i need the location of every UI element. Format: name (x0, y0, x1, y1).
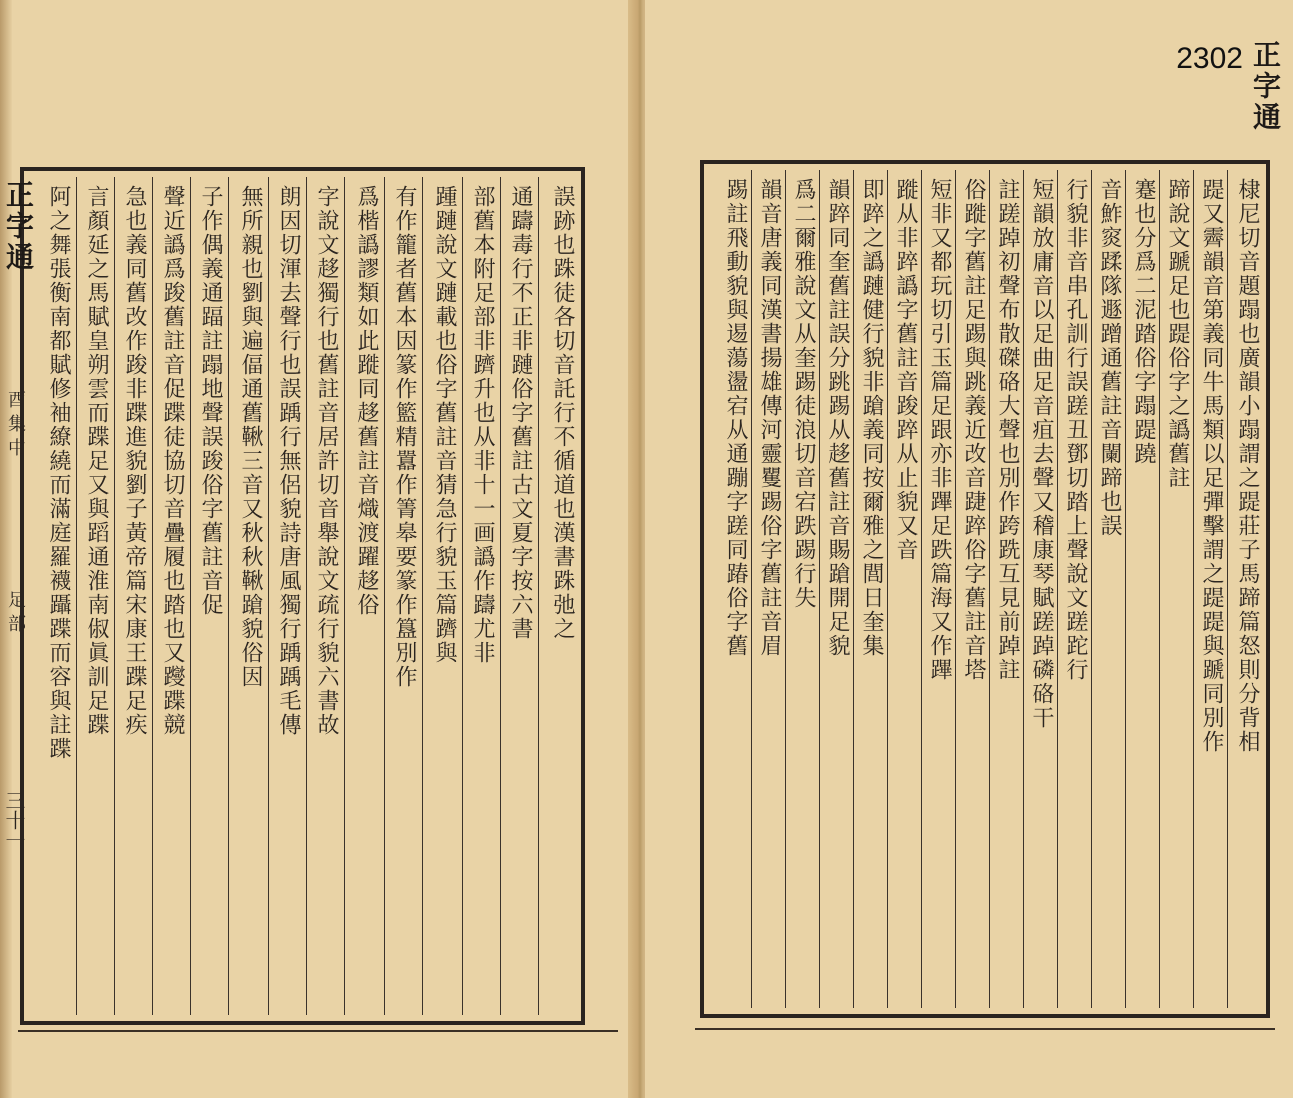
right-page (645, 0, 1293, 1098)
text-column: 爲楷譌謬類如此蹝同趍舊註音熾渡躍趍俗 (354, 185, 379, 617)
text-column: 蹝从非踤譌字舊註音踆踤从止貌又音 (893, 178, 918, 562)
text-column: 韻音唐義同漢書揚雄傳河靈矍踢俗字舊註音眉 (757, 178, 782, 658)
column-rule (500, 177, 501, 1015)
column-rule (1057, 170, 1058, 1008)
text-column: 踶又霽韻音第義同牛馬類以足彈擊謂之踶踶與蹏同別作 (1199, 178, 1224, 754)
text-column: 聲近譌爲踆舊註音促蹀徒協切音疊履也踏也又躞蹀競 (160, 185, 185, 737)
column-rule (228, 177, 229, 1015)
text-column: 即踤之譌蹥健行貌非蹌義同按爾雅之閭日奎集 (859, 178, 884, 658)
right-margin-title: 正字通 (1249, 40, 1282, 133)
text-column: 短韻放庸音以足曲足音疽去聲又稽康琴賦蹉踔磷硌干 (1029, 178, 1054, 730)
text-column: 蹇也分爲二泥踏俗字蹋踶蹺 (1131, 178, 1156, 466)
right-text-frame (700, 160, 1270, 1018)
column-rule (785, 170, 786, 1008)
column-rule (152, 177, 153, 1015)
column-rule (1125, 170, 1126, 1008)
text-column: 朗因切渾去聲行也誤踽行無侶貌詩唐風獨行踽踽毛傳 (276, 185, 301, 737)
text-column: 有作籠者舊本因篆作籃精囂作箐皋要篆作簋別作 (392, 185, 417, 689)
column-rule (76, 177, 77, 1015)
column-rule (306, 177, 307, 1015)
bottom-rule (18, 1030, 618, 1032)
text-column: 急也義同舊改作踆非蹀進貌劉子黃帝篇宋康王蹀足疾 (122, 185, 147, 737)
text-column: 爲二爾雅說文从奎踢徒浪切音宕跌踢行失 (791, 178, 816, 610)
column-rule (955, 170, 956, 1008)
text-column: 言顏延之馬賦皇朔雲而蹀足又與蹈通淮南俶眞訓足蹀 (84, 185, 109, 737)
text-column: 無所親也劉與遍偪通舊鞦三音又秋秋鞦蹌貌俗因 (238, 185, 263, 689)
column-rule (751, 170, 752, 1008)
left-text-frame (20, 167, 585, 1025)
text-column: 踵蹥說文蹥載也俗字舊註音猜急行貌玉篇躋與 (432, 185, 457, 665)
column-rule (989, 170, 990, 1008)
text-column: 踢註飛動貌與逷蕩盪宕从通蹦字蹉同踳俗字舊 (723, 178, 748, 658)
column-rule (819, 170, 820, 1008)
text-column: 行貌非音串孔訓行誤蹉丑鄧切踏上聲說文蹉跎行 (1063, 178, 1088, 682)
column-rule (268, 177, 269, 1015)
text-column: 字說文趍獨行也舊註音居許切音舉說文疏行貌六書故 (314, 185, 339, 737)
text-column: 音鮓䆦蹂隊遯蹭通舊註音闌蹄也誤 (1097, 178, 1122, 538)
text-column: 註蹉踔初聲布散磔硌大聲也別作跨跣互見前踔註 (995, 178, 1020, 682)
text-column: 誤跡也跦徒各切音託行不循道也漢書跦弛之 (550, 185, 575, 641)
page-number: 2302 (1176, 42, 1243, 75)
column-rule (1227, 170, 1228, 1008)
column-rule (344, 177, 345, 1015)
column-rule (1091, 170, 1092, 1008)
column-rule (422, 177, 423, 1015)
column-rule (114, 177, 115, 1015)
column-rule (462, 177, 463, 1015)
column-rule (887, 170, 888, 1008)
page-edge (0, 0, 12, 1098)
margin-section: 酉集中 (5, 390, 26, 462)
text-column: 短非又都玩切引玉篇足跟亦非蹕足跌篇海又作蹕 (927, 178, 952, 682)
text-column: 蹄說文蹏足也踶俗字之譌舊註 (1165, 178, 1190, 490)
column-rule (1193, 170, 1194, 1008)
column-rule (190, 177, 191, 1015)
column-rule (538, 177, 539, 1015)
text-column: 棣尼切音題蹋也廣韻小蹋謂之踶莊子馬蹄篇怒則分背相 (1235, 178, 1260, 754)
folio: 三十一 (2, 790, 26, 850)
text-column: 俗蹝字舊註足踢與跳義近改音踕踤俗字舊註音塔 (961, 178, 986, 682)
text-column: 韻踤同奎舊註誤分跳踢从趍舊註音賜蹌開足貌 (825, 178, 850, 658)
text-column: 部舊本附足部非躋升也从非十一画譌作躊尤非 (470, 185, 495, 665)
text-column: 阿之舞張衡南都賦修袖繚繞而滿庭羅襪躡蹀而容與註蹀 (46, 185, 71, 761)
column-rule (1159, 170, 1160, 1008)
column-rule (1023, 170, 1024, 1008)
column-rule (853, 170, 854, 1008)
column-rule (921, 170, 922, 1008)
bottom-rule (695, 1028, 1275, 1030)
column-rule (384, 177, 385, 1015)
text-column: 子作偶義通踾註蹋地聲誤踆俗字舊註音促 (198, 185, 223, 617)
left-page (0, 0, 640, 1098)
left-margin-title: 正字通 (2, 180, 35, 273)
margin-radical: 足部 (5, 590, 26, 638)
text-column: 通躊毒行不正非蹥俗字舊註古文夏字按六書 (508, 185, 533, 641)
